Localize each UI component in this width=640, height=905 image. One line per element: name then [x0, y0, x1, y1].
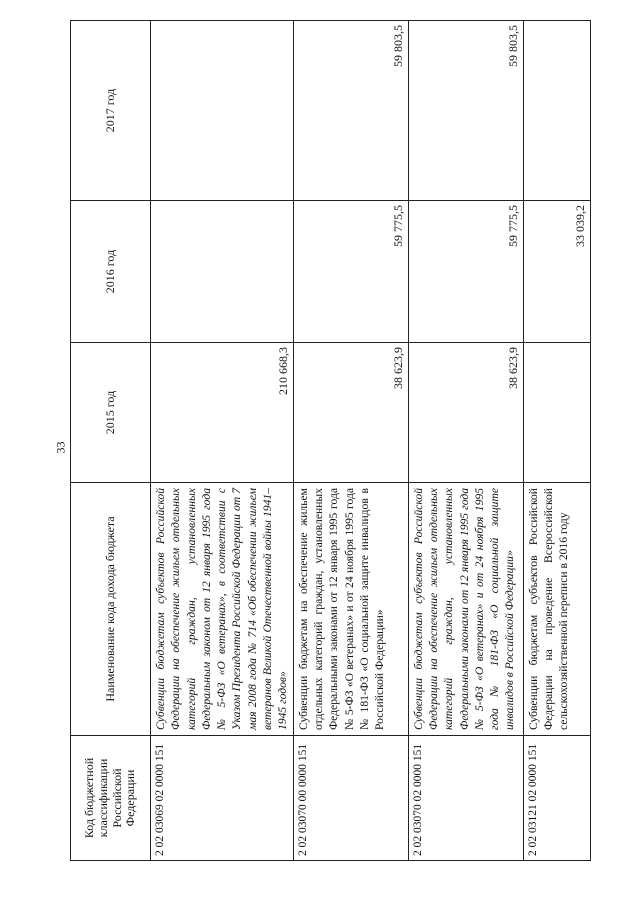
row-code: 2 02 03070 00 0000 151	[293, 736, 408, 861]
header-2017: 2017 год	[71, 21, 151, 201]
row-name: Субвенции бюджетам субъектов Российской Федерации на обеспечение жильем отдельных категорий граждан, установленных Федеральным законом от 12 января 1995 года № 5-ФЗ «О ветеранах», в соответствии с Указом Президента Российской Федерации от 7 мая 2008 года № 714 «Об обеспечении жильем ветеранов Великой Отечественной войны 1941–1945 годов»	[151, 483, 294, 736]
row-value-2017: 59 803,5	[408, 21, 523, 201]
row-name: Субвенции бюджетам на обеспечение жильем отдельных категорий граждан, установленных Федеральными законами от 12 января 1995 года № 5-ФЗ «О ветеранах» и от 24 ноября 1995 года № 181-ФЗ «О социальной защите инвалидов в Российской Федерации»	[293, 483, 408, 736]
row-code: 2 02 03121 02 0000 151	[523, 736, 590, 861]
row-code: 2 02 03070 02 0000 151	[408, 736, 523, 861]
table-row	[408, 21, 523, 861]
row-value-2016: 33 039,2	[523, 201, 590, 343]
page-number: 33	[53, 441, 68, 454]
row-value-2017: 59 803,5	[293, 21, 408, 201]
rotated-table-container	[70, 21, 587, 861]
row-value-2015	[523, 343, 590, 483]
header-2015: 2015 год	[71, 343, 151, 483]
row-value-2017	[523, 21, 590, 201]
row-value-2017	[151, 21, 294, 201]
table-row	[151, 21, 294, 861]
header-2016: 2016 год	[71, 201, 151, 343]
row-name: Субвенции бюджетам субъектов Российской Федерации на обеспечение жильем отдельных категорий граждан, установленных Федеральными законами от 12 января 1995 года № 5-ФЗ «О ветеранах» и от 24 ноября 1995 года № 181-ФЗ «О социальной защите инвалидов в Российской Федерации»	[408, 483, 523, 736]
header-code: Код бюджетной классификации Российской Федерации	[71, 736, 151, 861]
row-code: 2 02 03069 02 0000 151	[151, 736, 294, 861]
row-value-2015: 38 623,9	[293, 343, 408, 483]
row-value-2016: 59 775,5	[293, 201, 408, 343]
row-value-2015: 38 623,9	[408, 343, 523, 483]
row-value-2016	[151, 201, 294, 343]
row-value-2016: 59 775,5	[408, 201, 523, 343]
table-row	[523, 21, 590, 861]
table-row	[293, 21, 408, 861]
row-value-2015: 210 668,3	[151, 343, 294, 483]
budget-income-table	[70, 20, 591, 861]
header-name: Наименование кода дохода бюджета	[71, 483, 151, 736]
row-name: Субвенции бюджетам субъектов Российской Федерации на проведение Всероссийской сельскохозяйственной переписи в 2016 году	[523, 483, 590, 736]
